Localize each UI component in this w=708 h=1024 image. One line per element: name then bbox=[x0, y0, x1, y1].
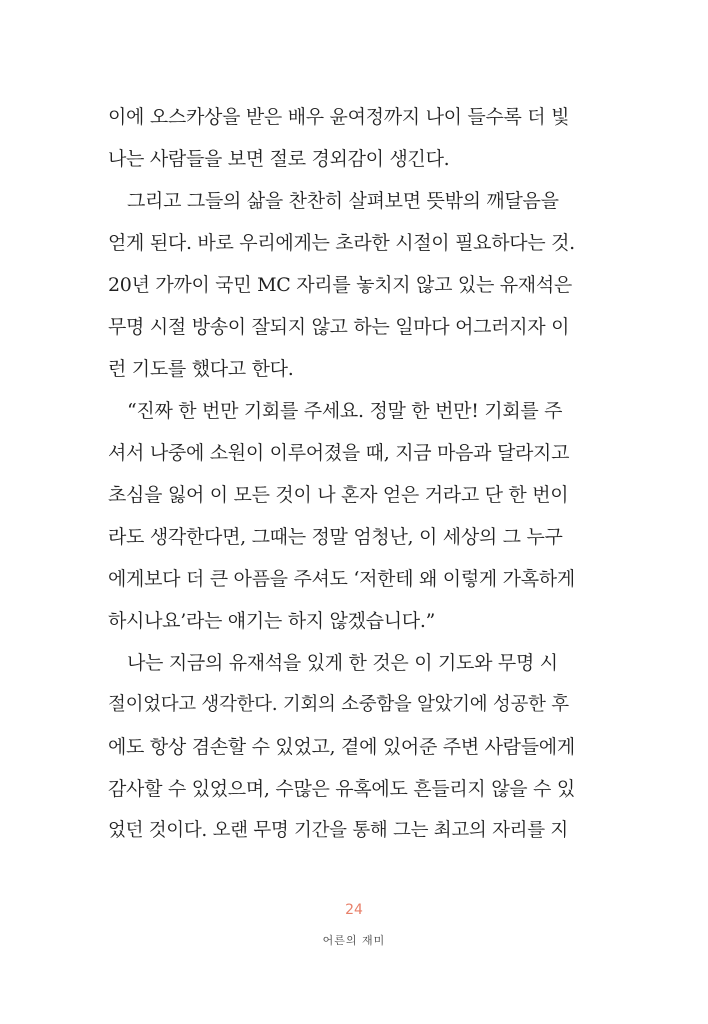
text-line: 얻게 된다. 바로 우리에게는 초라한 시절이 필요하다는 것. bbox=[108, 232, 575, 254]
text-line: 었던 것이다. 오랜 무명 기간을 통해 그는 최고의 자리를 지 bbox=[108, 820, 568, 841]
quote-start-line: “진짜 한 번만 기회를 주세요. 정말 한 번만! 기회를 주 bbox=[127, 400, 563, 422]
text-line: 20년 가까이 국민 MC 자리를 놓치지 않고 있는 유재석은 bbox=[108, 274, 572, 296]
text-line: 런 기도를 했다고 한다. bbox=[108, 358, 294, 380]
text-line: 나는 사람들을 보면 절로 경외감이 생긴다. bbox=[108, 148, 450, 170]
body-text bbox=[108, 96, 578, 852]
text-line: 무명 시절 방송이 잘되지 않고 하는 일마다 어그러지자 이 bbox=[108, 316, 570, 338]
text-line: 라도 생각한다면, 그때는 정말 엄청난, 이 세상의 그 누구 bbox=[108, 526, 563, 548]
paragraph-start-line: 그리고 그들의 삶을 찬찬히 살펴보면 뜻밖의 깨달음을 bbox=[127, 190, 559, 212]
text-line: 이에 오스카상을 받은 배우 윤여정까지 나이 들수록 더 빛 bbox=[108, 106, 570, 128]
running-title: 어른의 재미 bbox=[322, 934, 386, 947]
text-line: 하시나요’라는 얘기는 하지 않겠습니다.” bbox=[108, 610, 435, 632]
text-line: 초심을 잃어 이 모든 것이 나 혼자 얻은 거라고 단 한 번이 bbox=[108, 484, 569, 506]
page-number: 24 bbox=[345, 902, 363, 918]
text-line: 셔서 나중에 소원이 이루어졌을 때, 지금 마음과 달라지고 bbox=[108, 442, 570, 464]
text-line: 절이었다고 생각한다. 기회의 소중함을 알았기에 성공한 후 bbox=[108, 694, 569, 715]
text-line: 에도 항상 겸손할 수 있었고, 곁에 있어준 주변 사람들에게 bbox=[108, 736, 575, 758]
text-line: 에게보다 더 큰 아픔을 주셔도 ‘저한테 왜 이렇게 가혹하게 bbox=[108, 568, 575, 590]
text-line: 감사할 수 있었으며, 수많은 유혹에도 흔들리지 않을 수 있 bbox=[108, 778, 575, 800]
paragraph-start-line: 나는 지금의 유재석을 있게 한 것은 이 기도와 무명 시 bbox=[127, 652, 558, 674]
